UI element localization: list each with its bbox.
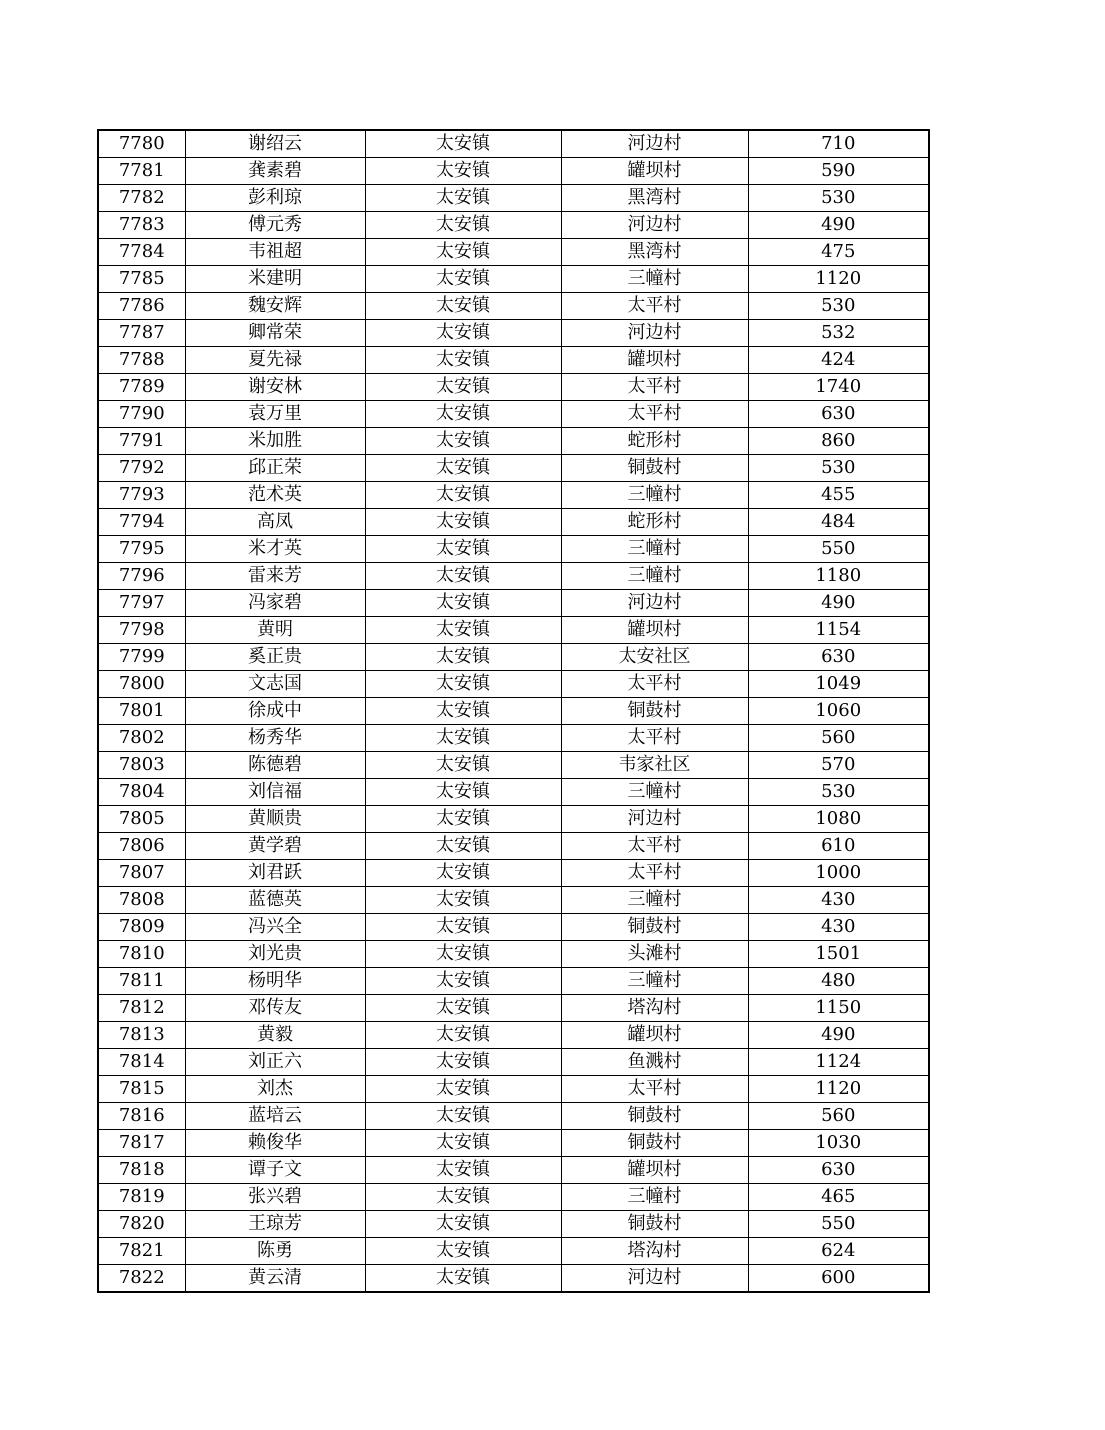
village-cell: 太平村 [561,833,748,860]
person-name-cell: 米建明 [185,266,365,293]
amount-cell: 1120 [748,266,929,293]
town-cell: 太安镇 [365,428,561,455]
village-cell: 河边村 [561,130,748,158]
table-row [98,1022,929,1049]
town-cell: 太安镇 [365,1076,561,1103]
person-name-cell: 魏安辉 [185,293,365,320]
amount-cell: 610 [748,833,929,860]
amount-cell: 480 [748,968,929,995]
village-cell: 铜鼓村 [561,455,748,482]
amount-cell: 860 [748,428,929,455]
town-cell: 太安镇 [365,482,561,509]
village-cell: 河边村 [561,320,748,347]
person-name-cell: 袁万里 [185,401,365,428]
village-cell: 太安社区 [561,644,748,671]
person-name-cell: 蓝德英 [185,887,365,914]
amount-cell: 624 [748,1238,929,1265]
serial-number-cell: 7805 [98,806,185,833]
village-cell: 塔沟村 [561,1238,748,1265]
amount-cell: 484 [748,509,929,536]
person-name-cell: 黄学碧 [185,833,365,860]
person-name-cell: 谭子文 [185,1157,365,1184]
serial-number-cell: 7790 [98,401,185,428]
village-cell: 太平村 [561,374,748,401]
town-cell: 太安镇 [365,860,561,887]
amount-cell: 530 [748,779,929,806]
person-name-cell: 高凤 [185,509,365,536]
person-name-cell: 米加胜 [185,428,365,455]
serial-number-cell: 7817 [98,1130,185,1157]
table-row [98,239,929,266]
village-cell: 蛇形村 [561,428,748,455]
amount-cell: 570 [748,752,929,779]
table-row [98,698,929,725]
serial-number-cell: 7798 [98,617,185,644]
table-row [98,725,929,752]
village-cell: 黑湾村 [561,239,748,266]
town-cell: 太安镇 [365,347,561,374]
table-row [98,158,929,185]
person-name-cell: 卿常荣 [185,320,365,347]
person-name-cell: 刘信福 [185,779,365,806]
records-table [97,129,930,1293]
serial-number-cell: 7821 [98,1238,185,1265]
table-row [98,1130,929,1157]
village-cell: 河边村 [561,212,748,239]
amount-cell: 710 [748,130,929,158]
serial-number-cell: 7813 [98,1022,185,1049]
village-cell: 罐坝村 [561,1157,748,1184]
village-cell: 罐坝村 [561,1022,748,1049]
serial-number-cell: 7814 [98,1049,185,1076]
amount-cell: 1501 [748,941,929,968]
person-name-cell: 陈德碧 [185,752,365,779]
amount-cell: 630 [748,1157,929,1184]
serial-number-cell: 7818 [98,1157,185,1184]
amount-cell: 550 [748,1211,929,1238]
table-row [98,1184,929,1211]
serial-number-cell: 7800 [98,671,185,698]
person-name-cell: 夏先禄 [185,347,365,374]
village-cell: 黑湾村 [561,185,748,212]
person-name-cell: 冯兴全 [185,914,365,941]
town-cell: 太安镇 [365,374,561,401]
serial-number-cell: 7780 [98,130,185,158]
town-cell: 太安镇 [365,130,561,158]
person-name-cell: 徐成中 [185,698,365,725]
person-name-cell: 邓传友 [185,995,365,1022]
town-cell: 太安镇 [365,1157,561,1184]
table-row [98,401,929,428]
person-name-cell: 韦祖超 [185,239,365,266]
amount-cell: 465 [748,1184,929,1211]
village-cell: 铜鼓村 [561,1130,748,1157]
person-name-cell: 雷来芳 [185,563,365,590]
town-cell: 太安镇 [365,995,561,1022]
records-table-body [98,130,929,1292]
village-cell: 三幢村 [561,887,748,914]
serial-number-cell: 7796 [98,563,185,590]
town-cell: 太安镇 [365,1049,561,1076]
serial-number-cell: 7812 [98,995,185,1022]
table-row [98,833,929,860]
amount-cell: 1120 [748,1076,929,1103]
village-cell: 罐坝村 [561,617,748,644]
person-name-cell: 杨明华 [185,968,365,995]
village-cell: 太平村 [561,401,748,428]
table-row [98,779,929,806]
serial-number-cell: 7803 [98,752,185,779]
town-cell: 太安镇 [365,698,561,725]
village-cell: 头滩村 [561,941,748,968]
town-cell: 太安镇 [365,1103,561,1130]
person-name-cell: 刘杰 [185,1076,365,1103]
serial-number-cell: 7822 [98,1265,185,1293]
serial-number-cell: 7815 [98,1076,185,1103]
table-row [98,1157,929,1184]
amount-cell: 530 [748,455,929,482]
town-cell: 太安镇 [365,1265,561,1293]
amount-cell: 430 [748,887,929,914]
serial-number-cell: 7809 [98,914,185,941]
table-row [98,590,929,617]
town-cell: 太安镇 [365,212,561,239]
person-name-cell: 黄毅 [185,1022,365,1049]
amount-cell: 1154 [748,617,929,644]
person-name-cell: 刘正六 [185,1049,365,1076]
serial-number-cell: 7807 [98,860,185,887]
village-cell: 河边村 [561,1265,748,1293]
amount-cell: 490 [748,590,929,617]
amount-cell: 550 [748,536,929,563]
table-row [98,455,929,482]
table-row [98,806,929,833]
serial-number-cell: 7797 [98,590,185,617]
amount-cell: 630 [748,644,929,671]
village-cell: 太平村 [561,860,748,887]
person-name-cell: 张兴碧 [185,1184,365,1211]
person-name-cell: 蓝培云 [185,1103,365,1130]
table-row [98,212,929,239]
person-name-cell: 谢绍云 [185,130,365,158]
amount-cell: 1150 [748,995,929,1022]
serial-number-cell: 7795 [98,536,185,563]
serial-number-cell: 7786 [98,293,185,320]
serial-number-cell: 7808 [98,887,185,914]
serial-number-cell: 7811 [98,968,185,995]
serial-number-cell: 7787 [98,320,185,347]
village-cell: 韦家社区 [561,752,748,779]
village-cell: 蛇形村 [561,509,748,536]
amount-cell: 1060 [748,698,929,725]
amount-cell: 1180 [748,563,929,590]
serial-number-cell: 7801 [98,698,185,725]
town-cell: 太安镇 [365,536,561,563]
table-row [98,941,929,968]
town-cell: 太安镇 [365,158,561,185]
town-cell: 太安镇 [365,455,561,482]
table-row [98,536,929,563]
person-name-cell: 陈勇 [185,1238,365,1265]
person-name-cell: 文志国 [185,671,365,698]
person-name-cell: 彭利琼 [185,185,365,212]
person-name-cell: 刘光贵 [185,941,365,968]
serial-number-cell: 7789 [98,374,185,401]
town-cell: 太安镇 [365,914,561,941]
table-row [98,509,929,536]
amount-cell: 560 [748,725,929,752]
village-cell: 太平村 [561,293,748,320]
amount-cell: 530 [748,293,929,320]
town-cell: 太安镇 [365,1130,561,1157]
table-row [98,293,929,320]
person-name-cell: 龚素碧 [185,158,365,185]
table-row [98,860,929,887]
table-row [98,968,929,995]
table-row [98,563,929,590]
amount-cell: 532 [748,320,929,347]
amount-cell: 1000 [748,860,929,887]
person-name-cell: 刘君跃 [185,860,365,887]
town-cell: 太安镇 [365,617,561,644]
town-cell: 太安镇 [365,1211,561,1238]
town-cell: 太安镇 [365,725,561,752]
town-cell: 太安镇 [365,833,561,860]
village-cell: 河边村 [561,590,748,617]
town-cell: 太安镇 [365,1184,561,1211]
village-cell: 罐坝村 [561,347,748,374]
town-cell: 太安镇 [365,590,561,617]
village-cell: 三幢村 [561,563,748,590]
amount-cell: 1049 [748,671,929,698]
serial-number-cell: 7784 [98,239,185,266]
amount-cell: 1124 [748,1049,929,1076]
village-cell: 塔沟村 [561,995,748,1022]
village-cell: 太平村 [561,1076,748,1103]
town-cell: 太安镇 [365,185,561,212]
amount-cell: 455 [748,482,929,509]
person-name-cell: 米才英 [185,536,365,563]
town-cell: 太安镇 [365,293,561,320]
village-cell: 铜鼓村 [561,914,748,941]
serial-number-cell: 7810 [98,941,185,968]
serial-number-cell: 7785 [98,266,185,293]
amount-cell: 600 [748,1265,929,1293]
village-cell: 铜鼓村 [561,1211,748,1238]
serial-number-cell: 7819 [98,1184,185,1211]
amount-cell: 630 [748,401,929,428]
person-name-cell: 黄顺贵 [185,806,365,833]
person-name-cell: 谢安林 [185,374,365,401]
table-row [98,428,929,455]
serial-number-cell: 7816 [98,1103,185,1130]
town-cell: 太安镇 [365,887,561,914]
serial-number-cell: 7794 [98,509,185,536]
town-cell: 太安镇 [365,509,561,536]
village-cell: 三幢村 [561,779,748,806]
village-cell: 三幢村 [561,482,748,509]
serial-number-cell: 7820 [98,1211,185,1238]
town-cell: 太安镇 [365,1022,561,1049]
serial-number-cell: 7788 [98,347,185,374]
amount-cell: 1740 [748,374,929,401]
person-name-cell: 范术英 [185,482,365,509]
table-row [98,1076,929,1103]
person-name-cell: 傅元秀 [185,212,365,239]
person-name-cell: 王琼芳 [185,1211,365,1238]
table-row [98,347,929,374]
serial-number-cell: 7793 [98,482,185,509]
table-row [98,1211,929,1238]
table-row [98,671,929,698]
table-row [98,1265,929,1293]
table-row [98,914,929,941]
village-cell: 三幢村 [561,536,748,563]
person-name-cell: 邱正荣 [185,455,365,482]
amount-cell: 490 [748,212,929,239]
amount-cell: 590 [748,158,929,185]
town-cell: 太安镇 [365,968,561,995]
person-name-cell: 杨秀华 [185,725,365,752]
table-row [98,995,929,1022]
town-cell: 太安镇 [365,1238,561,1265]
table-row [98,266,929,293]
table-row [98,617,929,644]
table-row [98,644,929,671]
serial-number-cell: 7804 [98,779,185,806]
serial-number-cell: 7799 [98,644,185,671]
table-row [98,887,929,914]
village-cell: 鱼溅村 [561,1049,748,1076]
town-cell: 太安镇 [365,320,561,347]
village-cell: 太平村 [561,725,748,752]
village-cell: 太平村 [561,671,748,698]
town-cell: 太安镇 [365,266,561,293]
village-cell: 铜鼓村 [561,1103,748,1130]
town-cell: 太安镇 [365,671,561,698]
town-cell: 太安镇 [365,941,561,968]
town-cell: 太安镇 [365,401,561,428]
village-cell: 三幢村 [561,266,748,293]
amount-cell: 1080 [748,806,929,833]
town-cell: 太安镇 [365,239,561,266]
serial-number-cell: 7783 [98,212,185,239]
table-row [98,1238,929,1265]
table-row [98,1049,929,1076]
amount-cell: 1030 [748,1130,929,1157]
person-name-cell: 黄明 [185,617,365,644]
serial-number-cell: 7782 [98,185,185,212]
amount-cell: 424 [748,347,929,374]
serial-number-cell: 7792 [98,455,185,482]
village-cell: 河边村 [561,806,748,833]
amount-cell: 530 [748,185,929,212]
table-row [98,374,929,401]
serial-number-cell: 7806 [98,833,185,860]
amount-cell: 430 [748,914,929,941]
town-cell: 太安镇 [365,806,561,833]
amount-cell: 490 [748,1022,929,1049]
table-row [98,185,929,212]
town-cell: 太安镇 [365,644,561,671]
serial-number-cell: 7791 [98,428,185,455]
amount-cell: 560 [748,1103,929,1130]
village-cell: 罐坝村 [561,158,748,185]
town-cell: 太安镇 [365,779,561,806]
table-row [98,320,929,347]
town-cell: 太安镇 [365,752,561,779]
table-row [98,752,929,779]
village-cell: 三幢村 [561,1184,748,1211]
table-row [98,130,929,158]
person-name-cell: 黄云清 [185,1265,365,1293]
person-name-cell: 奚正贵 [185,644,365,671]
serial-number-cell: 7781 [98,158,185,185]
village-cell: 三幢村 [561,968,748,995]
amount-cell: 475 [748,239,929,266]
serial-number-cell: 7802 [98,725,185,752]
person-name-cell: 冯家碧 [185,590,365,617]
table-row [98,1103,929,1130]
table-row [98,482,929,509]
village-cell: 铜鼓村 [561,698,748,725]
town-cell: 太安镇 [365,563,561,590]
person-name-cell: 赖俊华 [185,1130,365,1157]
